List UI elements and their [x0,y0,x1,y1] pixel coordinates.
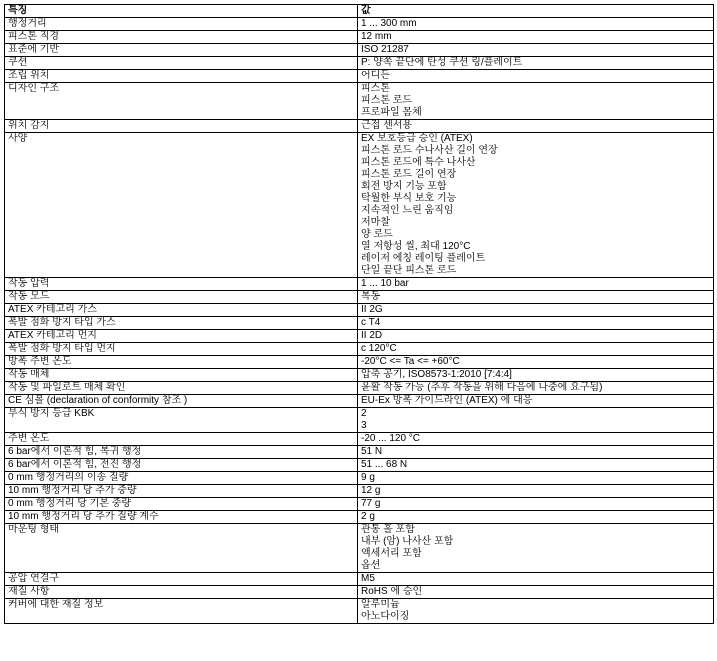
feature-value [358,586,714,599]
table-row [5,573,714,586]
value-line: P: 양쪽 끝단에 탄성 쿠션 링/플레이트 [361,57,523,68]
spec-body [5,18,714,624]
table-row [5,18,714,31]
feature-label: 10 mm 행정거리 당 추가 중량 [5,485,358,498]
feature-label: 사양 [5,133,358,278]
table-row [5,511,714,524]
table-row [5,586,714,599]
table-row [5,472,714,485]
feature-value [358,408,714,433]
value-line: 레이저 에칭 레이팅 플레이트 [361,253,486,264]
feature-label: 0 mm 행정거리의 이송 질량 [5,472,358,485]
value-line: 12 g [361,485,381,496]
value-line: c T4 [361,317,381,328]
table-row [5,395,714,408]
value-line: 근접 센서용 [361,120,413,131]
feature-label: 부식 방지 등급 KBK [5,408,358,433]
feature-value [358,369,714,382]
feature-label: 0 mm 행정거리 당 기본 중량 [5,498,358,511]
header-feature: 특징 [5,5,358,18]
feature-value [358,498,714,511]
feature-label: 작동 압력 [5,278,358,291]
header-row [5,5,714,18]
feature-label: 조립 위치 [5,70,358,83]
feature-label: 커버에 대한 재질 정보 [5,599,358,624]
table-row [5,433,714,446]
value-line: 액세서리 포함 [361,548,422,559]
table-row [5,70,714,83]
feature-value [358,472,714,485]
value-line: EX 보호등급 승인 (ATEX) [361,133,473,144]
value-line: 회전 방지 기능 포함 [361,181,447,192]
feature-label: ATEX 카테고리 먼지 [5,330,358,343]
value-line: 3 [361,420,367,431]
value-line: 지속적인 느린 움직임 [361,205,454,216]
value-line: M5 [361,573,375,584]
value-line: 탁월한 부식 보호 기능 [361,193,457,204]
feature-value [358,304,714,317]
feature-label: CE 심볼 (declaration of conformity 참조 ) [5,395,358,408]
feature-value [358,459,714,472]
table-row [5,498,714,511]
value-line: 1 ... 10 bar [361,278,409,289]
value-line: 옵션 [361,560,381,571]
value-line: 51 ... 68 N [361,459,408,470]
spec-table [4,4,714,624]
value-line: 1 ... 300 mm [361,18,417,29]
feature-value [358,83,714,120]
table-row [5,83,714,120]
feature-label: 방폭 주변 온도 [5,356,358,369]
feature-value [358,291,714,304]
value-line: 51 N [361,446,383,457]
feature-value [358,573,714,586]
table-row [5,120,714,133]
feature-value [358,395,714,408]
feature-label: 표준에 기반 [5,44,358,57]
value-line: RoHS 에 승인 [361,586,423,597]
feature-value [358,433,714,446]
value-line: 프로파일 몸체 [361,107,422,118]
feature-label: 디자인 구조 [5,83,358,120]
feature-label: 재질 사항 [5,586,358,599]
feature-value [358,18,714,31]
feature-label: 작동 모드 [5,291,358,304]
feature-label: 위치 감지 [5,120,358,133]
value-line: 양 로드 [361,229,393,240]
table-row [5,330,714,343]
feature-label: 폭발 점화 방지 타입 가스 [5,317,358,330]
feature-value [358,330,714,343]
value-line: 피스톤 [361,83,390,94]
feature-label: 6 bar에서 이론적 힘, 전진 행정 [5,459,358,472]
feature-value [358,70,714,83]
value-line: 압축 공기, ISO8573-1:2010 [7:4:4] [361,369,512,380]
feature-label: 6 bar에서 이론적 힘, 복귀 행정 [5,446,358,459]
value-line: 12 mm [361,31,392,42]
value-line: II 2G [361,304,383,315]
table-row [5,291,714,304]
table-row [5,524,714,573]
table-row [5,317,714,330]
feature-value [358,599,714,624]
table-row [5,459,714,472]
feature-value [358,524,714,573]
header-value: 값 [358,5,714,18]
value-line: 77 g [361,498,381,509]
feature-label: ATEX 카테고리 가스 [5,304,358,317]
value-line: 내부 (암) 나사산 포함 [361,536,454,547]
value-line: 복동 [361,291,381,302]
feature-value [358,278,714,291]
table-row [5,44,714,57]
table-row [5,31,714,44]
feature-label: 쿠션 [5,57,358,70]
value-line: 열 저항성 씰, 최대 120°C [361,241,471,252]
feature-value [358,446,714,459]
feature-label: 공압 연결구 [5,573,358,586]
feature-label: 폭발 점화 방지 타입 먼지 [5,343,358,356]
table-row [5,343,714,356]
feature-value [358,57,714,70]
feature-label: 작동 매체 [5,369,358,382]
feature-label: 작동 및 파일로트 매체 확인 [5,382,358,395]
value-line: -20 ... 120 °C [361,433,421,444]
value-line: 피스톤 로드에 특수 나사산 [361,157,476,168]
table-row [5,304,714,317]
table-row [5,133,714,278]
feature-label: 피스톤 직경 [5,31,358,44]
value-line: 9 g [361,472,375,483]
value-line: II 2D [361,330,383,341]
spec-sheet [4,4,713,624]
value-line: 관통 홀 포함 [361,524,415,535]
table-row [5,446,714,459]
feature-label: 행정거리 [5,18,358,31]
value-line: 알루미늄 [361,599,400,610]
feature-label: 10 mm 행정거리 당 추가 질량 계수 [5,511,358,524]
table-row [5,278,714,291]
value-line: 2 [361,408,367,419]
value-line: 단일 끝단 피스톤 로드 [361,265,457,276]
value-line: c 120°C [361,343,397,354]
feature-value [358,31,714,44]
feature-label: 마운팅 형태 [5,524,358,573]
value-line: EU-Ex 방폭 가이드라인 (ATEX) 에 대응 [361,395,533,406]
value-line: 어디든 [361,70,390,81]
value-line: -20°C <= Ta <= +60°C [361,356,460,367]
feature-value [358,485,714,498]
table-row [5,485,714,498]
value-line: 저마찰 [361,217,390,228]
feature-value [358,511,714,524]
table-row [5,57,714,70]
feature-value [358,356,714,369]
table-row [5,599,714,624]
value-line: 아노다이징 [361,611,410,622]
value-line: 윤활 작동 가능 (추후 작동을 위해 다음에 나중에 요구됨) [361,382,603,393]
value-line: 2 g [361,511,375,522]
feature-label: 주변 온도 [5,433,358,446]
value-line: 피스톤 로드 길이 연장 [361,169,457,180]
table-row [5,356,714,369]
feature-value [358,317,714,330]
feature-value [358,120,714,133]
feature-value [358,343,714,356]
value-line: 피스톤 로드 [361,95,413,106]
feature-value [358,44,714,57]
feature-value [358,382,714,395]
table-row [5,382,714,395]
table-row [5,369,714,382]
value-line: ISO 21287 [361,44,409,55]
feature-value [358,133,714,278]
table-row [5,408,714,433]
value-line: 피스톤 로드 수나사산 길이 연장 [361,145,498,156]
